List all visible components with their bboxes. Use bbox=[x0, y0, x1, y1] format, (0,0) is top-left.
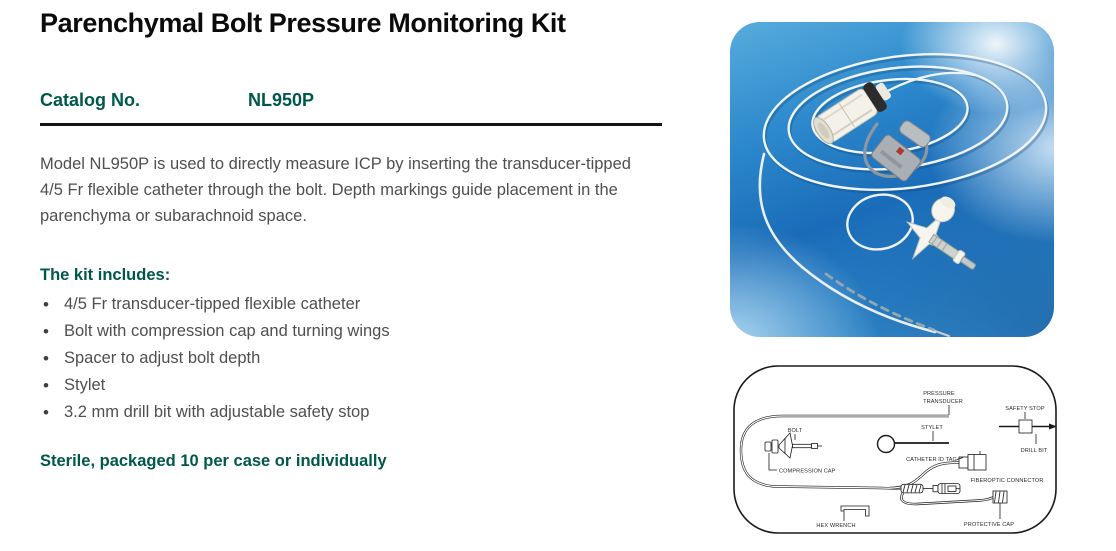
catalog-row bbox=[40, 90, 662, 114]
fiberoptic-connector-drawing bbox=[933, 484, 960, 494]
label-compression-cap: COMPRESSION CAP bbox=[779, 468, 836, 475]
protective-cap-drawing bbox=[901, 491, 1007, 519]
label-catheter-id-tag: CATHETER ID TAG bbox=[906, 457, 957, 463]
stylet-drawing bbox=[878, 431, 950, 453]
divider-rule bbox=[40, 123, 662, 126]
kit-includes-heading: The kit includes: bbox=[40, 266, 171, 284]
kit-diagram bbox=[731, 363, 1059, 536]
cable-loop-and-tag bbox=[865, 119, 932, 182]
kit-item: • Bolt with compression cap and turning wings bbox=[40, 318, 652, 345]
product-photo bbox=[730, 22, 1054, 337]
label-pressure-transducer-line1: PRESSURE bbox=[923, 391, 955, 397]
kit-line-diagram bbox=[731, 363, 1059, 536]
label-safety-stop: SAFETY STOP bbox=[1005, 406, 1045, 412]
catheter-id-tag-drawing bbox=[957, 451, 986, 470]
catheter-coil bbox=[756, 39, 1054, 336]
kit-item: • Spacer to adjust bolt depth bbox=[40, 345, 652, 372]
bolt-drawing bbox=[765, 433, 822, 470]
safety-stop-drill-bit-drawing bbox=[999, 412, 1057, 444]
hex-wrench-drawing bbox=[841, 506, 869, 521]
label-hex-wrench: HEX WRENCH bbox=[816, 523, 856, 529]
catalog-label: Catalog No. bbox=[40, 90, 141, 110]
catalog-number: NL950P bbox=[248, 90, 315, 110]
kit-item: • 4/5 Fr transducer-tipped flexible catheter bbox=[40, 291, 652, 318]
kit-item: • Stylet bbox=[40, 372, 652, 399]
page-title: Parenchymal Bolt Pressure Monitoring Kit bbox=[40, 8, 566, 38]
kit-items-list bbox=[40, 291, 652, 426]
label-protective-cap: PROTECTIVE CAP bbox=[963, 522, 1015, 528]
label-drill-bit: DRILL BIT bbox=[1020, 448, 1048, 454]
product-photo-image bbox=[730, 22, 1054, 337]
product-description: Model NL950P is used to directly measure ICP by inserting the transducer-tipped 4/5 Fr flexible catheter through the bolt. Depth markings guide placement in the parenchyma or subarachnoid space. bbox=[40, 155, 631, 225]
label-bolt: BOLT bbox=[787, 428, 803, 434]
label-pressure-transducer-line2: TRANSDUCER bbox=[923, 399, 963, 405]
label-stylet: STYLET bbox=[921, 425, 943, 431]
transducer-connector bbox=[809, 76, 896, 148]
label-fiberoptic-connector: FIBEROPTIC CONNECTOR bbox=[970, 478, 1044, 484]
sterile-note: Sterile, packaged 10 per case or individually bbox=[40, 452, 387, 470]
kit-item: • 3.2 mm drill bit with adjustable safety stop bbox=[40, 399, 652, 426]
bolt-assembly bbox=[892, 186, 999, 290]
